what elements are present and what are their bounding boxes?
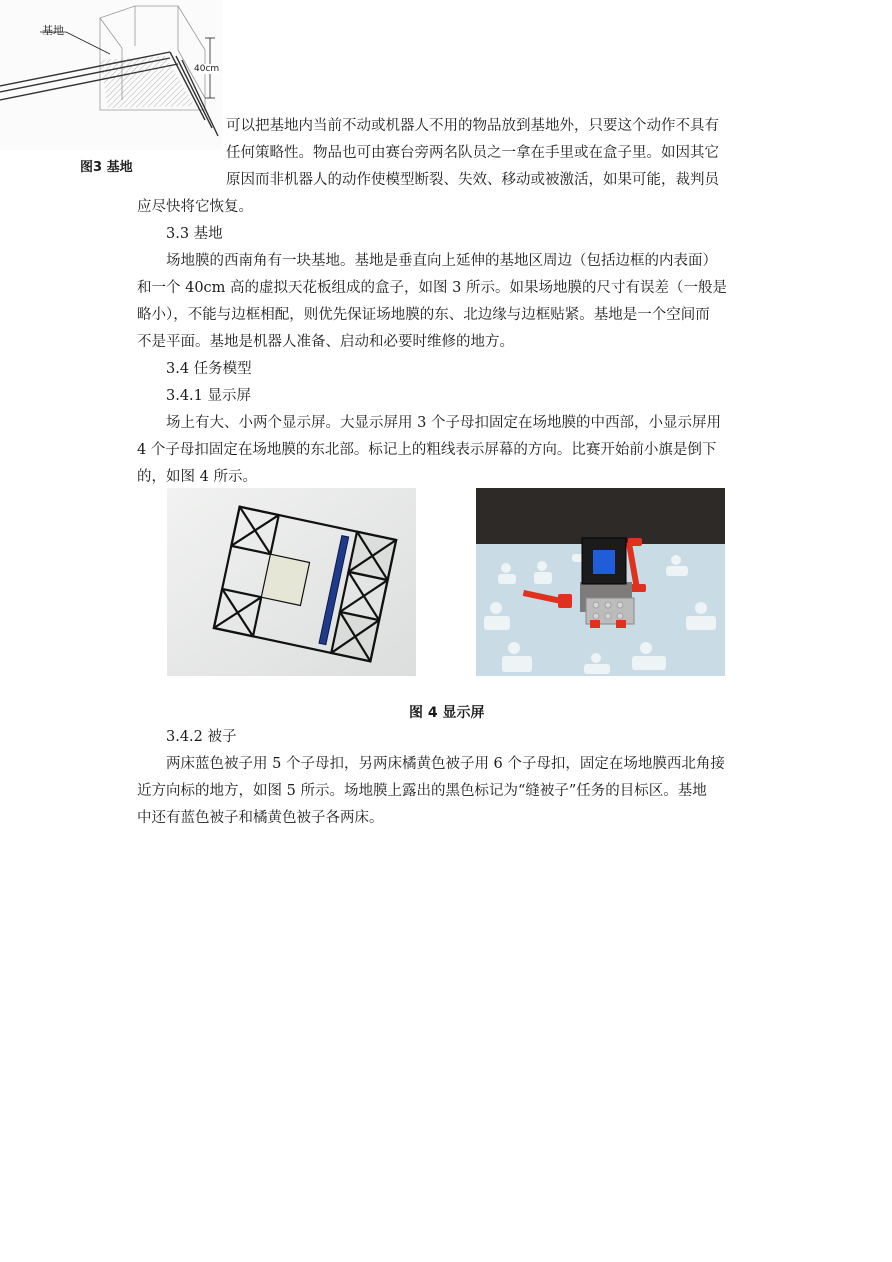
height-label: 40cm xyxy=(194,64,220,74)
figure3-caption: 图3 基地 xyxy=(80,160,133,175)
base-label: 基地 xyxy=(42,24,64,37)
display-mat-marking-photo xyxy=(167,488,416,676)
section-3-3-line-1: 场地膜的西南角有一块基地。基地是垂直向上延伸的基地区周边（包括边框的内表面） xyxy=(166,253,717,269)
rules-line-4: 应尽快将它恢复。 xyxy=(137,199,253,215)
section-3-4-2-line-3: 中还有蓝色被子和橘黄色被子各两床。 xyxy=(137,810,384,826)
section-3-3-line-3: 略小），不能与边框相配，则优先保证场地膜的东、北边缘与边框贴紧。基地是一个空间而 xyxy=(137,307,710,323)
section-3-4-2-heading: 3.4.2 被子 xyxy=(166,729,237,745)
section-3-4-heading: 3.4 任务模型 xyxy=(166,361,252,377)
rules-line-1: 可以把基地内当前不动或机器人不用的物品放到基地外，只要这个动作不具有 xyxy=(226,118,719,134)
figure4-caption: 图 4 显示屏 xyxy=(409,705,485,721)
section-3-4-1-line-2: 4 个子母扣固定在场地膜的东北部。标记上的粗线表示屏幕的方向。比赛开始前小旗是倒下 xyxy=(137,442,717,458)
section-3-3-line-4: 不是平面。基地是机器人准备、启动和必要时维修的地方。 xyxy=(137,334,514,350)
section-3-4-2-line-2: 近方向标的地方，如图 5 所示。场地膜上露出的黑色标记为“缝被子”任务的目标区。基地 xyxy=(137,783,707,799)
section-3-4-2-line-1: 两床蓝色被子用 5 个子母扣，另两床橘黄色被子用 6 个子母扣，固定在场地膜西北角接 xyxy=(166,756,725,772)
section-3-3-heading: 3.3 基地 xyxy=(166,226,223,242)
section-3-4-1-line-3: 的，如图 4 所示。 xyxy=(137,469,257,485)
section-3-4-1-line-1: 场上有大、小两个显示屏。大显示屏用 3 个子母扣固定在场地膜的中西部，小显示屏用 xyxy=(166,415,721,431)
rules-line-3: 原因而非机器人的动作使模型断裂、失效、移动或被激活，如果可能，裁判员 xyxy=(226,172,719,188)
display-model-photo xyxy=(476,488,725,676)
section-3-3-line-2: 和一个 40cm 高的虚拟天花板组成的盒子，如图 3 所示。如果场地膜的尺寸有误差（一般是 xyxy=(137,280,727,296)
figure3-diagram xyxy=(0,0,222,150)
base-box-drawing xyxy=(0,0,222,150)
section-3-4-1-heading: 3.4.1 显示屏 xyxy=(166,388,252,404)
rules-line-2: 任何策略性。物品也可由赛台旁两名队员之一拿在手里或在盒子里。如因其它 xyxy=(226,145,719,161)
